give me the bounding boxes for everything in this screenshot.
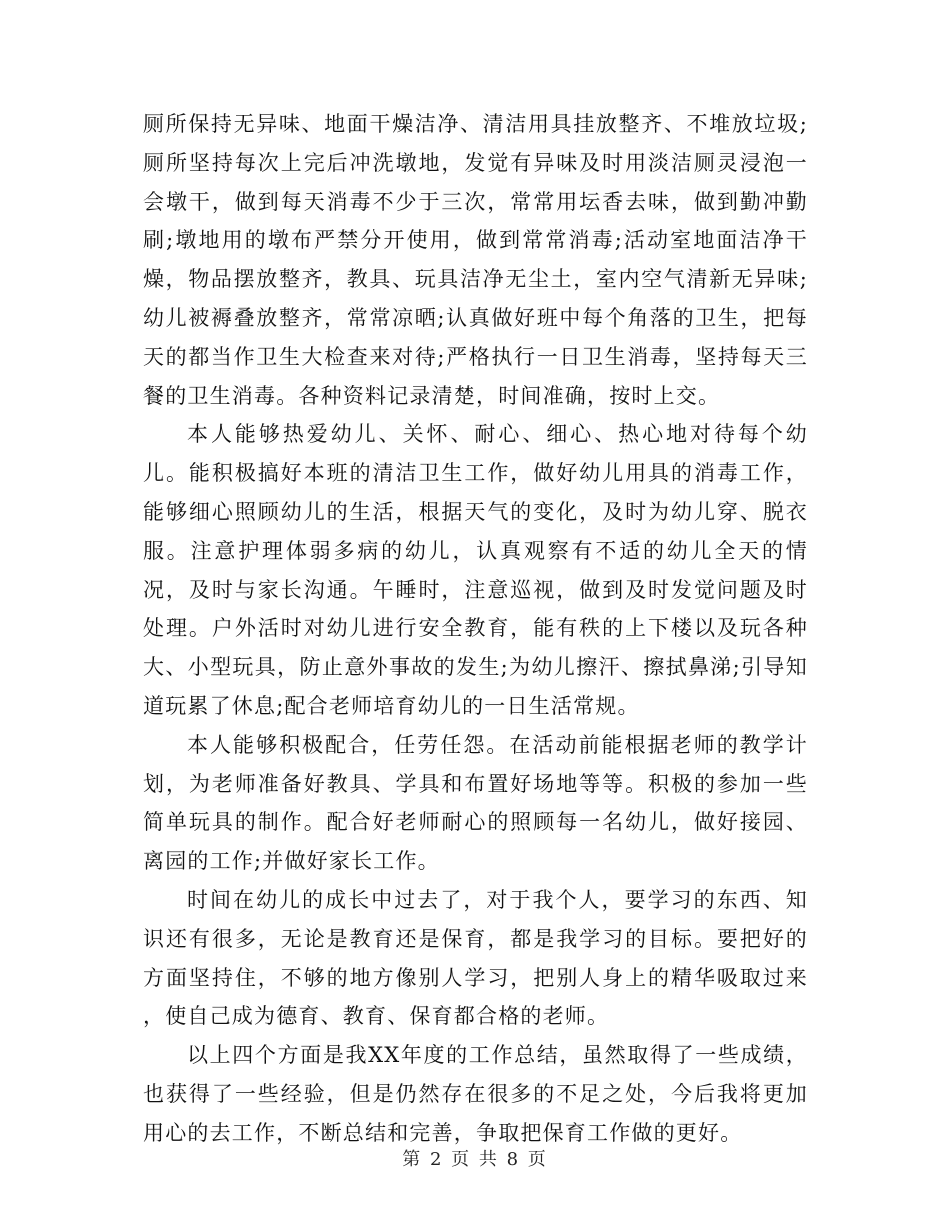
document-body (143, 105, 808, 1153)
paragraph-learning: 时间在幼儿的成长中过去了，对于我个人，要学习的东西、知识还有很多，无论是教育还是保育，都是我学习的目标。要把好的方面坚持住，不够的地方像别人学习，把别人身上的精华吸取过来 ，使自己成为德育、教育、保育都合格的老师。 (143, 887, 808, 1029)
page-number-footer: 第 2 页 共 8 页 (402, 1149, 548, 1170)
paragraph-care-for-children: 本人能够热爱幼儿、关怀、耐心、细心、热心地对待每个幼儿。能积极搞好本班的清洁卫生工作，做好幼儿用具的消毒工作，能够细心照顾幼儿的生活，根据天气的变化，及时为幼儿穿、脱衣服。注意护理体弱多病的幼儿，认真观察有不适的幼儿全天的情况，及时与家长沟通。午睡时，注意巡视，做到及时发觉问题及时处理。户外活时对幼儿进行安全教育，能有秩的上下楼以及玩各种大、小型玩具，防止意外事故的发生;为幼儿擦汗、擦拭鼻涕;引导知道玩累了休息;配合老师培育幼儿的一日生活常规。 (143, 422, 808, 718)
paragraph-cooperation: 本人能够积极配合，任劳任怨。在活动前能根据老师的教学计划，为老师准备好教具、学具和布置好场地等等。积极的参加一些简单玩具的制作。配合好老师耐心的照顾每一名幼儿，做好接园、离园的工作;并做好家长工作。 (143, 732, 808, 874)
paragraph-conclusion: 以上四个方面是我XX年度的工作总结，虽然取得了一些成绩，也获得了一些经验，但是仍然存在很多的不足之处，今后我将更加用心的去工作，不断总结和完善，争取把保育工作做的更好。 (143, 1043, 808, 1145)
paragraph-continuation: 厕所保持无异味、地面干燥洁净、清洁用具挂放整齐、不堆放垃圾;厕所坚持每次上完后冲洗墩地，发觉有异味及时用淡洁厕灵浸泡一会墩干，做到每天消毒不少于三次，常常用坛香去味，做到勤冲勤刷;墩地用的墩布严禁分开使用，做到常常消毒;活动室地面洁净干燥，物品摆放整齐，教具、玩具洁净无尘土，室内空气清新无异味;幼儿被褥叠放整齐，常常凉晒;认真做好班中每个角落的卫生，把每天的都当作卫生大检查来对待;严格执行一日卫生消毒，坚持每天三餐的卫生消毒。各种资料记录清楚，时间准确，按时上交。 (143, 112, 808, 408)
